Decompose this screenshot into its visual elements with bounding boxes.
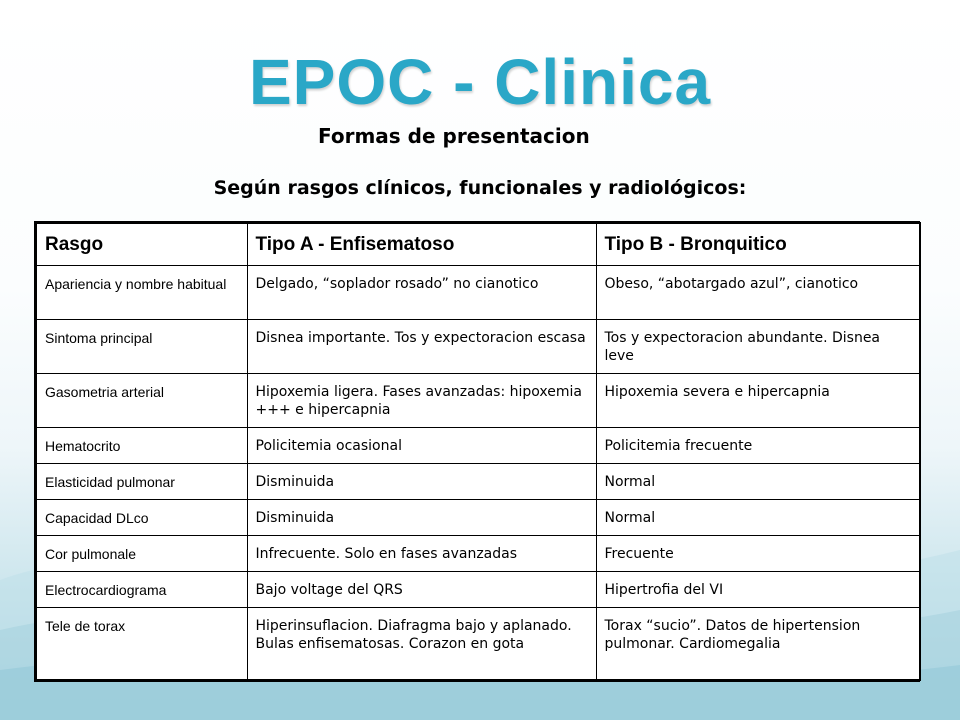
table-heading: Según rasgos clínicos, funcionales y radiológicos: [213, 177, 747, 199]
tipo-b-cell: Torax “sucio”. Datos de hipertension pulmonar. Cardiomegalia [596, 608, 920, 681]
tipo-a-cell: Hipoxemia ligera. Fases avanzadas: hipoxemia +++ e hipercapnia [247, 374, 596, 428]
tipo-a-cell: Delgado, “soplador rosado” no cianotico [247, 266, 596, 320]
row-label: Elasticidad pulmonar [36, 464, 247, 500]
tipo-b-cell: Hipoxemia severa e hipercapnia [596, 374, 920, 428]
tipo-b-cell: Normal [596, 464, 920, 500]
tipo-b-cell: Policitemia frecuente [596, 428, 920, 464]
table-row [36, 536, 920, 572]
comparison-table [35, 222, 921, 681]
header-tipo-a: Tipo A - Enfisematoso [247, 223, 596, 266]
table-row [36, 320, 920, 374]
row-label: Cor pulmonale [36, 536, 247, 572]
tipo-a-cell: Disminuida [247, 464, 596, 500]
row-label: Hematocrito [36, 428, 247, 464]
table-row [36, 428, 920, 464]
tipo-a-cell: Disnea importante. Tos y expectoracion escasa [247, 320, 596, 374]
comparison-table-container [35, 222, 919, 681]
tipo-b-cell: Obeso, “abotargado azul”, cianotico [596, 266, 920, 320]
tipo-a-cell: Bajo voltage del QRS [247, 572, 596, 608]
row-label: Electrocardiograma [36, 572, 247, 608]
tipo-a-cell: Policitemia ocasional [247, 428, 596, 464]
table-row [36, 266, 920, 320]
tipo-b-cell: Tos y expectoracion abundante. Disnea leve [596, 320, 920, 374]
row-label: Capacidad DLco [36, 500, 247, 536]
tipo-b-cell: Hipertrofia del VI [596, 572, 920, 608]
slide-subtitle: Formas de presentacion [318, 124, 590, 148]
row-label: Sintoma principal [36, 320, 247, 374]
header-tipo-b: Tipo B - Bronquitico [596, 223, 920, 266]
tipo-b-cell: Frecuente [596, 536, 920, 572]
table-row [36, 500, 920, 536]
tipo-a-cell: Infrecuente. Solo en fases avanzadas [247, 536, 596, 572]
row-label: Tele de torax [36, 608, 247, 681]
tipo-a-cell: Disminuida [247, 500, 596, 536]
header-rasgo: Rasgo [36, 223, 247, 266]
table-row [36, 608, 920, 681]
row-label: Gasometria arterial [36, 374, 247, 428]
table-row [36, 572, 920, 608]
table-row [36, 374, 920, 428]
table-header-row [36, 223, 920, 266]
table-row [36, 464, 920, 500]
tipo-b-cell: Normal [596, 500, 920, 536]
row-label: Apariencia y nombre habitual [36, 266, 247, 320]
tipo-a-cell: Hiperinsuflacion. Diafragma bajo y aplanado. Bulas enfisematosas. Corazon en gota [247, 608, 596, 681]
slide-title: EPOC - Clinica [248, 46, 712, 118]
